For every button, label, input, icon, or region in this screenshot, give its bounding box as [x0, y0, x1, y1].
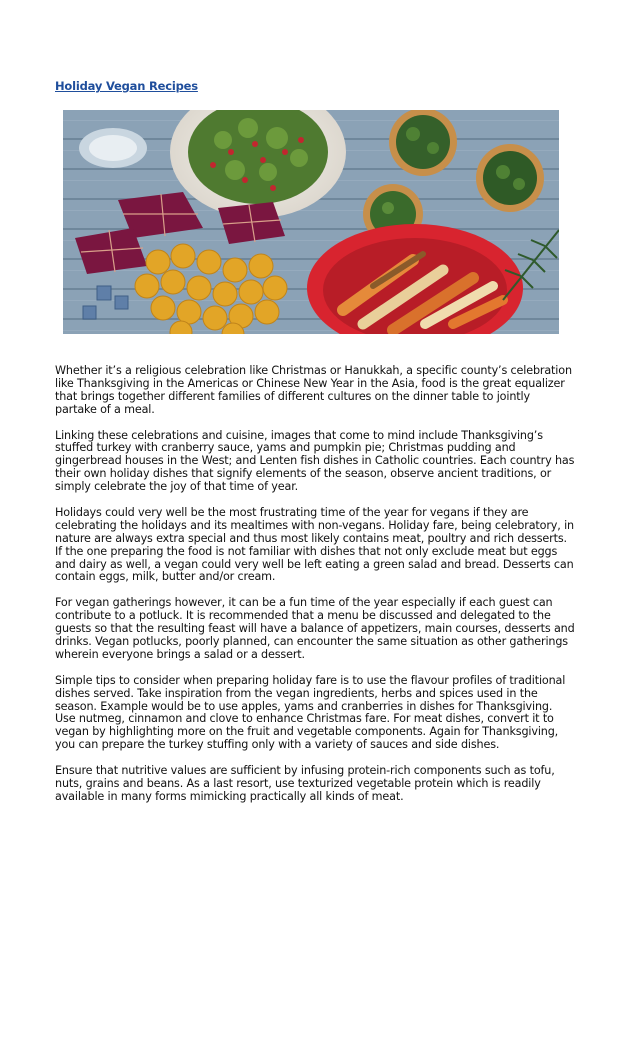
paragraph: Linking these celebrations and cuisine, images that come to mind include Thanksgiving’s stuffed turkey with cranberry sauce, yams and pumpkin pie; Christmas pudding and gingerbread houses in the West; and Lenten fish dishes in Catholic countries. Each country has their own holiday dishes that signify elements of the season, observe ancient traditions, or simply celebrate the joy of that time of year. — [55, 428, 575, 494]
paragraph: Holidays could very well be the most frustrating time of the year for vegans if they are celebrating the holidays and its mealtimes with non-vegans. Holiday fare, being celebratory, in nature are always extra special and thus most likely contains meat, poultry and rich desserts. If the one preparing the food is not familiar with dishes that not only exclude meat but eggs and dairy as well, a vegan could very well be left eating a green salad and bread. Desserts can contain eggs, milk, butter and/or cream. — [55, 505, 574, 584]
paragraph: Ensure that nutritive values are sufficient by infusing protein-rich components such as tofu, nuts, grains and beans. As a last resort, use texturized vegetable protein which is readily available in many forms mimicking practically all kinds of meat. — [55, 764, 555, 803]
document-title[interactable]: Holiday Vegan Recipes — [55, 79, 198, 93]
paragraph: Simple tips to consider when preparing holiday fare is to use the flavour profiles of traditional dishes served. Take inspiration from the vegan ingredients, herbs and spices used in the season. Example would be to use apples, yams and cranberries in dishes for Thanksgiving. Use nutmeg, cinnamon and clove to enhance Christmas fare. For meat dishes, convert it to vegan by highlighting more on the fruit and vegetable components. Again for Thanksgiving, you can prepare the turkey stuffing only with a variety of sauces and side dishes. — [55, 673, 566, 752]
paragraph: For vegan gatherings however, it can be a fun time of the year especially if each guest can contribute to a potluck. It is recommended that a menu be discussed and delegated to the guests so that the resulting feast will have a balance of appetizers, main courses, desserts and drinks. Vegan potlucks, poorly planned, can encounter the same situation as other gatherings wherein everyone brings a salad or a dessert. — [55, 596, 575, 661]
article-body — [55, 365, 575, 817]
paragraph: Whether it’s a religious celebration like Christmas or Hanukkah, a specific county’s celebration like Thanksgiving in the Americas or Chinese New Year in the Asia, food is the great equalizer that brings together different families of different cultures on the dinner table to jointly partake of a meal. — [55, 364, 572, 416]
food-photo — [63, 110, 559, 334]
